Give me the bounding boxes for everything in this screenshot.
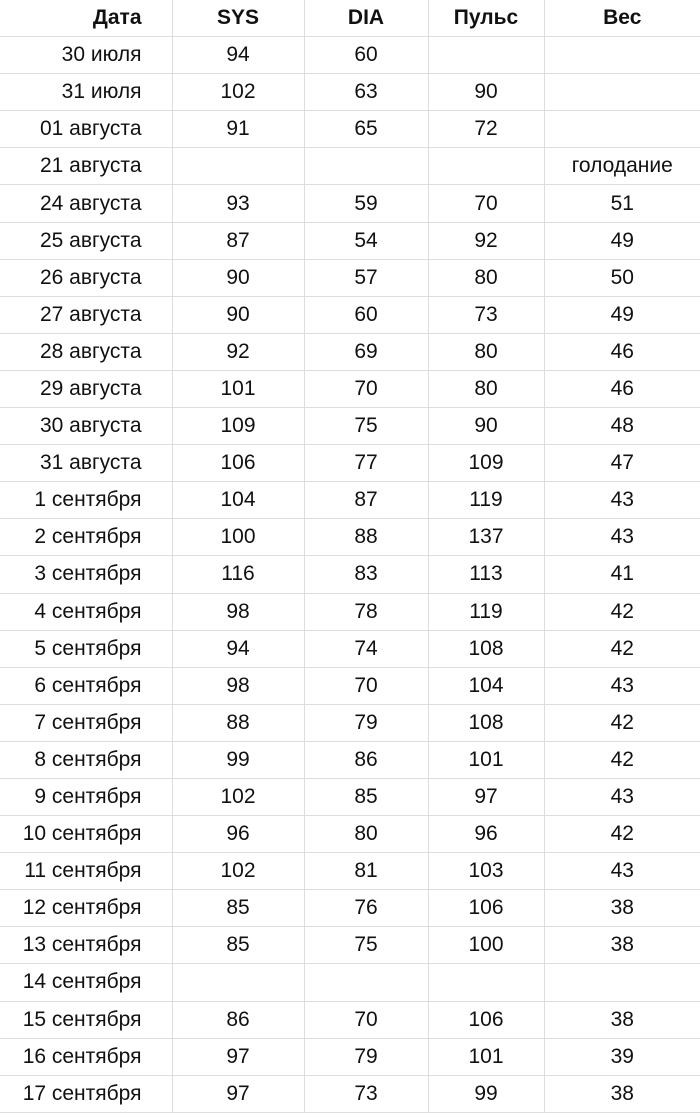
table-row xyxy=(0,1001,700,1038)
date-cell[interactable]: 26 августа xyxy=(0,259,172,296)
weight-cell[interactable]: 43 xyxy=(544,667,700,704)
sys-cell[interactable]: 98 xyxy=(172,667,304,704)
date-cell[interactable]: 3 сентября xyxy=(0,556,172,593)
date-cell[interactable]: 7 сентября xyxy=(0,704,172,741)
dia-cell[interactable]: 75 xyxy=(304,927,428,964)
date-cell[interactable]: 29 августа xyxy=(0,370,172,407)
dia-cell[interactable]: 70 xyxy=(304,1001,428,1038)
dia-cell[interactable]: 63 xyxy=(304,74,428,111)
table-row xyxy=(0,704,700,741)
dia-cell[interactable]: 74 xyxy=(304,630,428,667)
weight-cell[interactable]: 39 xyxy=(544,1038,700,1075)
sys-cell[interactable]: 94 xyxy=(172,630,304,667)
weight-cell[interactable] xyxy=(544,74,700,111)
header-dia[interactable]: DIA xyxy=(304,0,428,37)
table-row xyxy=(0,185,700,222)
table-row xyxy=(0,74,700,111)
pulse-cell[interactable]: 101 xyxy=(428,1038,544,1075)
date-cell[interactable]: 15 сентября xyxy=(0,1001,172,1038)
weight-cell[interactable]: 42 xyxy=(544,630,700,667)
date-cell[interactable]: 24 августа xyxy=(0,185,172,222)
sys-cell[interactable]: 96 xyxy=(172,816,304,853)
table-row xyxy=(0,593,700,630)
sys-cell[interactable]: 90 xyxy=(172,259,304,296)
table-row xyxy=(0,259,700,296)
weight-cell[interactable] xyxy=(544,964,700,1001)
date-cell[interactable]: 13 сентября xyxy=(0,927,172,964)
pulse-cell[interactable]: 92 xyxy=(428,222,544,259)
weight-cell[interactable]: голодание xyxy=(544,148,700,185)
pulse-cell[interactable]: 80 xyxy=(428,370,544,407)
dia-cell[interactable]: 76 xyxy=(304,890,428,927)
pulse-cell[interactable]: 109 xyxy=(428,445,544,482)
dia-cell[interactable] xyxy=(304,964,428,1001)
sys-cell[interactable]: 104 xyxy=(172,482,304,519)
date-cell[interactable]: 21 августа xyxy=(0,148,172,185)
weight-cell[interactable]: 43 xyxy=(544,778,700,815)
weight-cell[interactable]: 46 xyxy=(544,333,700,370)
pulse-cell[interactable] xyxy=(428,964,544,1001)
pulse-cell[interactable]: 80 xyxy=(428,333,544,370)
table-row xyxy=(0,630,700,667)
sys-cell[interactable]: 92 xyxy=(172,333,304,370)
table-row xyxy=(0,890,700,927)
sys-cell[interactable]: 97 xyxy=(172,1075,304,1112)
dia-cell[interactable]: 87 xyxy=(304,482,428,519)
weight-cell[interactable]: 49 xyxy=(544,296,700,333)
pulse-cell[interactable]: 119 xyxy=(428,482,544,519)
date-cell[interactable]: 9 сентября xyxy=(0,778,172,815)
date-cell[interactable]: 27 августа xyxy=(0,296,172,333)
pulse-cell[interactable]: 70 xyxy=(428,185,544,222)
pulse-cell[interactable]: 103 xyxy=(428,853,544,890)
pulse-cell[interactable]: 104 xyxy=(428,667,544,704)
date-cell[interactable]: 2 сентября xyxy=(0,519,172,556)
dia-cell[interactable]: 75 xyxy=(304,408,428,445)
dia-cell[interactable]: 59 xyxy=(304,185,428,222)
sys-cell[interactable]: 85 xyxy=(172,927,304,964)
weight-cell[interactable]: 38 xyxy=(544,927,700,964)
pulse-cell[interactable]: 106 xyxy=(428,890,544,927)
pulse-cell[interactable]: 113 xyxy=(428,556,544,593)
table-row xyxy=(0,816,700,853)
sys-cell[interactable]: 91 xyxy=(172,111,304,148)
dia-cell[interactable]: 77 xyxy=(304,445,428,482)
table-row xyxy=(0,778,700,815)
pulse-cell[interactable]: 108 xyxy=(428,704,544,741)
table-header xyxy=(0,0,700,37)
sys-cell[interactable]: 109 xyxy=(172,408,304,445)
sys-cell[interactable]: 102 xyxy=(172,853,304,890)
dia-cell[interactable]: 70 xyxy=(304,667,428,704)
sys-cell[interactable]: 85 xyxy=(172,890,304,927)
table-row xyxy=(0,853,700,890)
weight-cell[interactable]: 42 xyxy=(544,704,700,741)
table-row xyxy=(0,222,700,259)
sys-cell[interactable]: 86 xyxy=(172,1001,304,1038)
sys-cell[interactable]: 99 xyxy=(172,741,304,778)
date-cell[interactable]: 1 сентября xyxy=(0,482,172,519)
header-sys[interactable]: SYS xyxy=(172,0,304,37)
date-cell[interactable]: 31 августа xyxy=(0,445,172,482)
sys-cell[interactable]: 97 xyxy=(172,1038,304,1075)
pulse-cell[interactable]: 96 xyxy=(428,816,544,853)
dia-cell[interactable]: 85 xyxy=(304,778,428,815)
dia-cell[interactable]: 73 xyxy=(304,1075,428,1112)
table-row xyxy=(0,296,700,333)
pulse-cell[interactable]: 97 xyxy=(428,778,544,815)
date-cell[interactable]: 11 сентября xyxy=(0,853,172,890)
pulse-cell[interactable]: 90 xyxy=(428,74,544,111)
pulse-cell[interactable]: 137 xyxy=(428,519,544,556)
table-row xyxy=(0,964,700,1001)
sys-cell[interactable]: 90 xyxy=(172,296,304,333)
date-cell[interactable]: 25 августа xyxy=(0,222,172,259)
date-cell[interactable]: 10 сентября xyxy=(0,816,172,853)
table-row xyxy=(0,37,700,74)
pulse-cell[interactable]: 80 xyxy=(428,259,544,296)
dia-cell[interactable]: 57 xyxy=(304,259,428,296)
sys-cell[interactable]: 102 xyxy=(172,74,304,111)
header-weight[interactable]: Вес xyxy=(544,0,700,37)
dia-cell[interactable]: 70 xyxy=(304,370,428,407)
dia-cell[interactable]: 54 xyxy=(304,222,428,259)
weight-cell[interactable]: 42 xyxy=(544,816,700,853)
weight-cell[interactable] xyxy=(544,37,700,74)
dia-cell[interactable]: 65 xyxy=(304,111,428,148)
sys-cell[interactable]: 88 xyxy=(172,704,304,741)
date-cell[interactable]: 16 сентября xyxy=(0,1038,172,1075)
weight-cell[interactable]: 50 xyxy=(544,259,700,296)
dia-cell[interactable]: 60 xyxy=(304,37,428,74)
pulse-cell[interactable]: 72 xyxy=(428,111,544,148)
weight-cell[interactable]: 49 xyxy=(544,222,700,259)
weight-cell[interactable]: 41 xyxy=(544,556,700,593)
header-row xyxy=(0,0,700,37)
table-row xyxy=(0,333,700,370)
weight-cell[interactable]: 38 xyxy=(544,1075,700,1112)
pulse-cell[interactable]: 99 xyxy=(428,1075,544,1112)
table-row xyxy=(0,482,700,519)
sys-cell[interactable]: 102 xyxy=(172,778,304,815)
weight-cell[interactable]: 38 xyxy=(544,1001,700,1038)
table-row xyxy=(0,1075,700,1112)
pulse-cell[interactable] xyxy=(428,148,544,185)
weight-cell[interactable]: 47 xyxy=(544,445,700,482)
sys-cell[interactable]: 106 xyxy=(172,445,304,482)
pulse-cell[interactable]: 100 xyxy=(428,927,544,964)
table-row xyxy=(0,667,700,704)
sys-cell[interactable]: 87 xyxy=(172,222,304,259)
date-cell[interactable]: 17 сентября xyxy=(0,1075,172,1112)
table-row xyxy=(0,370,700,407)
date-cell[interactable]: 30 августа xyxy=(0,408,172,445)
dia-cell[interactable]: 69 xyxy=(304,333,428,370)
pulse-cell[interactable]: 90 xyxy=(428,408,544,445)
date-cell[interactable]: 4 сентября xyxy=(0,593,172,630)
weight-cell[interactable]: 46 xyxy=(544,370,700,407)
sys-cell[interactable]: 101 xyxy=(172,370,304,407)
dia-cell[interactable]: 78 xyxy=(304,593,428,630)
date-cell[interactable]: 31 июля xyxy=(0,74,172,111)
pulse-cell[interactable]: 101 xyxy=(428,741,544,778)
date-cell[interactable]: 14 сентября xyxy=(0,964,172,1001)
weight-cell[interactable]: 42 xyxy=(544,741,700,778)
table-row xyxy=(0,445,700,482)
sys-cell[interactable]: 94 xyxy=(172,37,304,74)
weight-cell[interactable]: 48 xyxy=(544,408,700,445)
pulse-cell[interactable] xyxy=(428,37,544,74)
weight-cell[interactable]: 38 xyxy=(544,890,700,927)
sys-cell[interactable]: 98 xyxy=(172,593,304,630)
weight-cell[interactable] xyxy=(544,111,700,148)
dia-cell[interactable]: 86 xyxy=(304,741,428,778)
pulse-cell[interactable]: 119 xyxy=(428,593,544,630)
dia-cell[interactable]: 81 xyxy=(304,853,428,890)
weight-cell[interactable]: 42 xyxy=(544,593,700,630)
weight-cell[interactable]: 43 xyxy=(544,853,700,890)
date-cell[interactable]: 8 сентября xyxy=(0,741,172,778)
table-row xyxy=(0,741,700,778)
dia-cell[interactable]: 79 xyxy=(304,1038,428,1075)
table-row xyxy=(0,111,700,148)
table-row xyxy=(0,1038,700,1075)
date-cell[interactable]: 12 сентября xyxy=(0,890,172,927)
date-cell[interactable]: 5 сентября xyxy=(0,630,172,667)
date-cell[interactable]: 01 августа xyxy=(0,111,172,148)
sys-cell[interactable]: 100 xyxy=(172,519,304,556)
sys-cell[interactable]: 116 xyxy=(172,556,304,593)
table-row xyxy=(0,408,700,445)
header-pulse[interactable]: Пульс xyxy=(428,0,544,37)
weight-cell[interactable]: 51 xyxy=(544,185,700,222)
weight-cell[interactable]: 43 xyxy=(544,519,700,556)
sys-cell[interactable] xyxy=(172,964,304,1001)
pulse-cell[interactable]: 108 xyxy=(428,630,544,667)
header-date[interactable]: Дата xyxy=(0,0,172,37)
pulse-cell[interactable]: 106 xyxy=(428,1001,544,1038)
table-body xyxy=(0,37,700,1113)
dia-cell[interactable] xyxy=(304,148,428,185)
date-cell[interactable]: 28 августа xyxy=(0,333,172,370)
dia-cell[interactable]: 80 xyxy=(304,816,428,853)
dia-cell[interactable]: 79 xyxy=(304,704,428,741)
table-row xyxy=(0,519,700,556)
pulse-cell[interactable]: 73 xyxy=(428,296,544,333)
date-cell[interactable]: 6 сентября xyxy=(0,667,172,704)
dia-cell[interactable]: 83 xyxy=(304,556,428,593)
dia-cell[interactable]: 60 xyxy=(304,296,428,333)
sys-cell[interactable] xyxy=(172,148,304,185)
table-row xyxy=(0,148,700,185)
table-row xyxy=(0,927,700,964)
table-row xyxy=(0,556,700,593)
weight-cell[interactable]: 43 xyxy=(544,482,700,519)
dia-cell[interactable]: 88 xyxy=(304,519,428,556)
sys-cell[interactable]: 93 xyxy=(172,185,304,222)
date-cell[interactable]: 30 июля xyxy=(0,37,172,74)
